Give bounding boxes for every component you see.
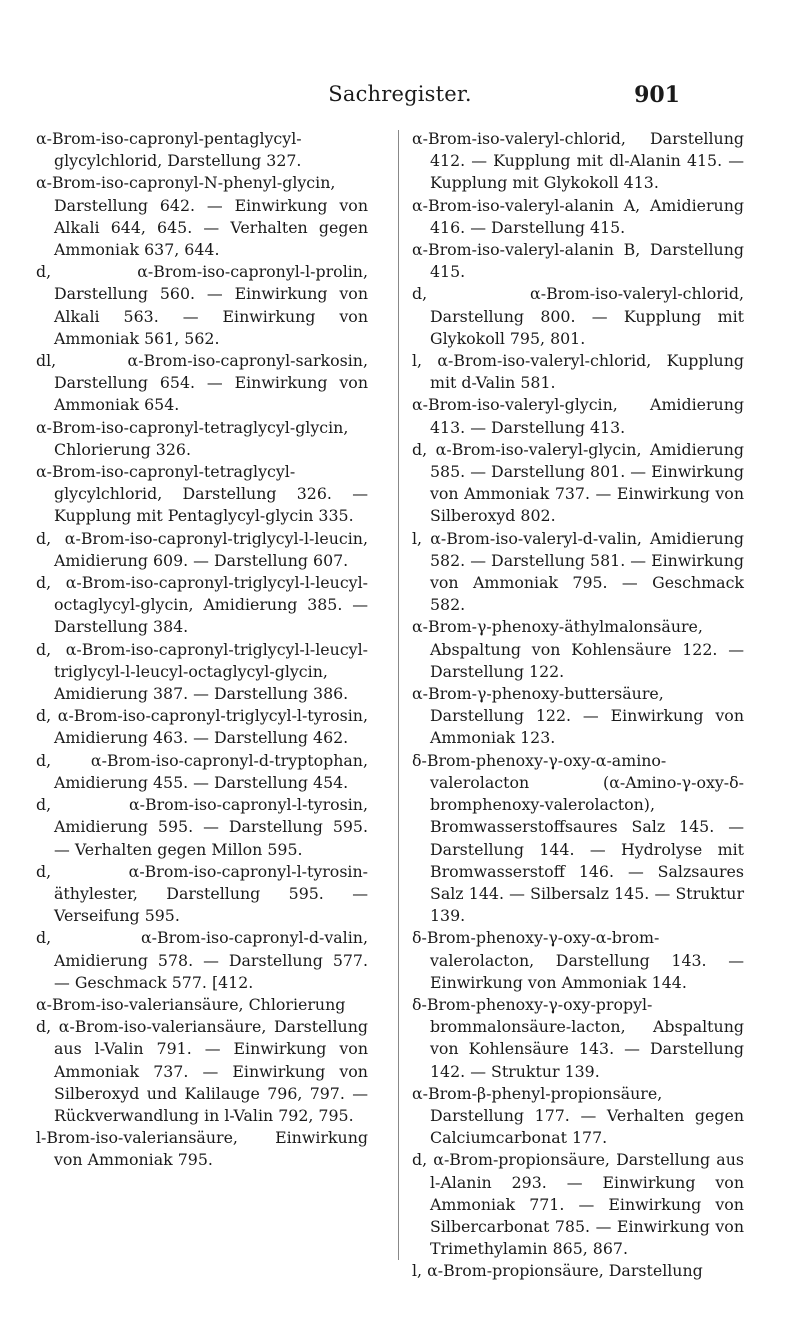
index-entry: d, α-Brom-iso-valeriansäure, Darstellung aus l-Valin 791. — Einwirkung von Ammoniak 737. — Einwirkung von Silberoxyd und Kalilauge 796, 797. — Rückverwandlung in l-Valin 792, 795. — [36, 1017, 368, 1125]
index-entry: δ-Brom-phenoxy-γ-oxy-propyl-brommalonsäure-lacton, Abspaltung von Kohlensäure 143. — Darstellung 142. — Struktur 139. — [412, 994, 744, 1081]
index-entry: α-Brom-iso-valeryl-alanin A, Amidierung 416. — Darstellung 415. — [412, 195, 744, 237]
index-entry: α-Brom-iso-capronyl-pentaglycyl-glycylchlorid, Darstellung 327. — [36, 129, 302, 171]
page-header — [0, 82, 800, 114]
index-entry: α-Brom-iso-valeryl-chlorid, Darstellung 412. — Kupplung mit dl-Alanin 415. — Kupplung mit Glykokoll 413. — [412, 129, 744, 193]
index-entry: d, α-Brom-iso-capronyl-d-tryptophan, Amidierung 455. — Darstellung 454. — [36, 750, 368, 792]
left-column — [36, 128, 368, 1172]
index-entry: d, α-Brom-iso-capronyl-triglycyl-l-leucyl-octaglycyl-glycin, Amidierung 385. — Darstellung 384. — [36, 573, 368, 637]
index-entry: d, α-Brom-iso-capronyl-triglycyl-l-leucin, Amidierung 609. — Darstellung 607. — [36, 528, 368, 570]
page-number: 901 — [634, 82, 680, 108]
index-entry: α-Brom-γ-phenoxy-äthylmalonsäure, Abspaltung von Kohlensäure 122. — Darstellung 122. — [412, 617, 744, 681]
index-entry: δ-Brom-phenoxy-γ-oxy-α-amino-valerolacton (α-Amino-γ-oxy-δ-bromphenoxy-valerolacton), Bromwasserstoffsaures Salz 145. — Darstellung 144. — Hydrolyse mit Bromwasserstoff 146. — Salzsaures Salz 144. — Silbersalz 145. — Struktur 139. — [412, 750, 744, 926]
index-entry: α-Brom-iso-capronyl-tetraglycyl-glycylchlorid, Darstellung 326. — Kupplung mit Pentaglycyl-glycin 335. — [36, 462, 368, 526]
index-entry: d, α-Brom-iso-capronyl-d-valin, Amidierung 578. — Darstellung 577. — Geschmack 577. [412. — [36, 928, 368, 992]
index-entry: l, α-Brom-iso-valeryl-chlorid, Kupplung mit d-Valin 581. — [412, 351, 744, 393]
index-entry: α-Brom-iso-valeriansäure, Chlorierung — [36, 994, 346, 1014]
index-entry: α-Brom-iso-valeryl-glycin, Amidierung 413. — Darstellung 413. — [412, 395, 744, 437]
index-entry: α-Brom-iso-valeryl-alanin B, Darstellung 415. — [412, 240, 744, 282]
index-entry: d, α-Brom-iso-capronyl-l-tyrosin, Amidierung 595. — Darstellung 595. — Verhalten gegen Millon 595. — [36, 795, 368, 859]
index-entry: d, α-Brom-iso-capronyl-l-prolin, Darstellung 560. — Einwirkung von Alkali 563. — Einwirkung von Ammoniak 561, 562. — [36, 262, 368, 348]
index-entry: d, α-Brom-iso-capronyl-l-tyrosin-äthylester, Darstellung 595. — Verseifung 595. — [36, 861, 368, 926]
running-title: Sachregister. — [328, 82, 472, 106]
index-entry: α-Brom-iso-capronyl-tetraglycyl-glycin, Chlorierung 326. — [36, 417, 349, 459]
index-entry: d, α-Brom-iso-valeryl-chlorid, Darstellung 800. — Kupplung mit Glykokoll 795, 801. — [412, 284, 744, 348]
column-divider — [398, 130, 399, 1260]
index-entry: l, α-Brom-propionsäure, Darstellung — [412, 1261, 703, 1281]
index-entry: α-Brom-γ-phenoxy-buttersäure, Darstellung 122. — Einwirkung von Ammoniak 123. — [412, 684, 744, 748]
index-entry: dl, α-Brom-iso-capronyl-sarkosin, Darstellung 654. — Einwirkung von Ammoniak 654. — [36, 351, 368, 415]
index-entry: l, α-Brom-iso-valeryl-d-valin, Amidierung 582. — Darstellung 581. — Einwirkung von Ammoniak 795. — Geschmack 582. — [412, 528, 744, 615]
index-entry: l-Brom-iso-valeriansäure, Einwirkung von Ammoniak 795. — [36, 1128, 368, 1170]
index-entry: d, α-Brom-iso-capronyl-triglycyl-l-tyrosin, Amidierung 463. — Darstellung 462. — [36, 706, 368, 748]
index-entry: d, α-Brom-propionsäure, Darstellung aus l-Alanin 293. — Einwirkung von Ammoniak 771. — Einwirkung von Silbercarbonat 785. — Einwirkung von Trimethylamin 865, 867. — [412, 1150, 744, 1259]
index-entry: δ-Brom-phenoxy-γ-oxy-α-brom-valerolacton, Darstellung 143. — Einwirkung von Ammoniak 144. — [412, 928, 744, 992]
right-column — [412, 128, 744, 1283]
index-entry: d, α-Brom-iso-valeryl-glycin, Amidierung 585. — Darstellung 801. — Einwirkung von Ammoniak 737. — Einwirkung von Silberoxyd 802. — [412, 439, 744, 526]
index-entry: α-Brom-iso-capronyl-N-phenyl-glycin, Darstellung 642. — Einwirkung von Alkali 644, 645. — Verhalten gegen Ammoniak 637, 644. — [36, 173, 368, 260]
index-entry: d, α-Brom-iso-capronyl-triglycyl-l-leucyl-triglycyl-l-leucyl-octaglycyl-glycin, Amidierung 387. — Darstellung 386. — [36, 639, 368, 704]
index-entry: α-Brom-β-phenyl-propionsäure, Darstellung 177. — Verhalten gegen Calciumcarbonat 177. — [412, 1083, 744, 1148]
